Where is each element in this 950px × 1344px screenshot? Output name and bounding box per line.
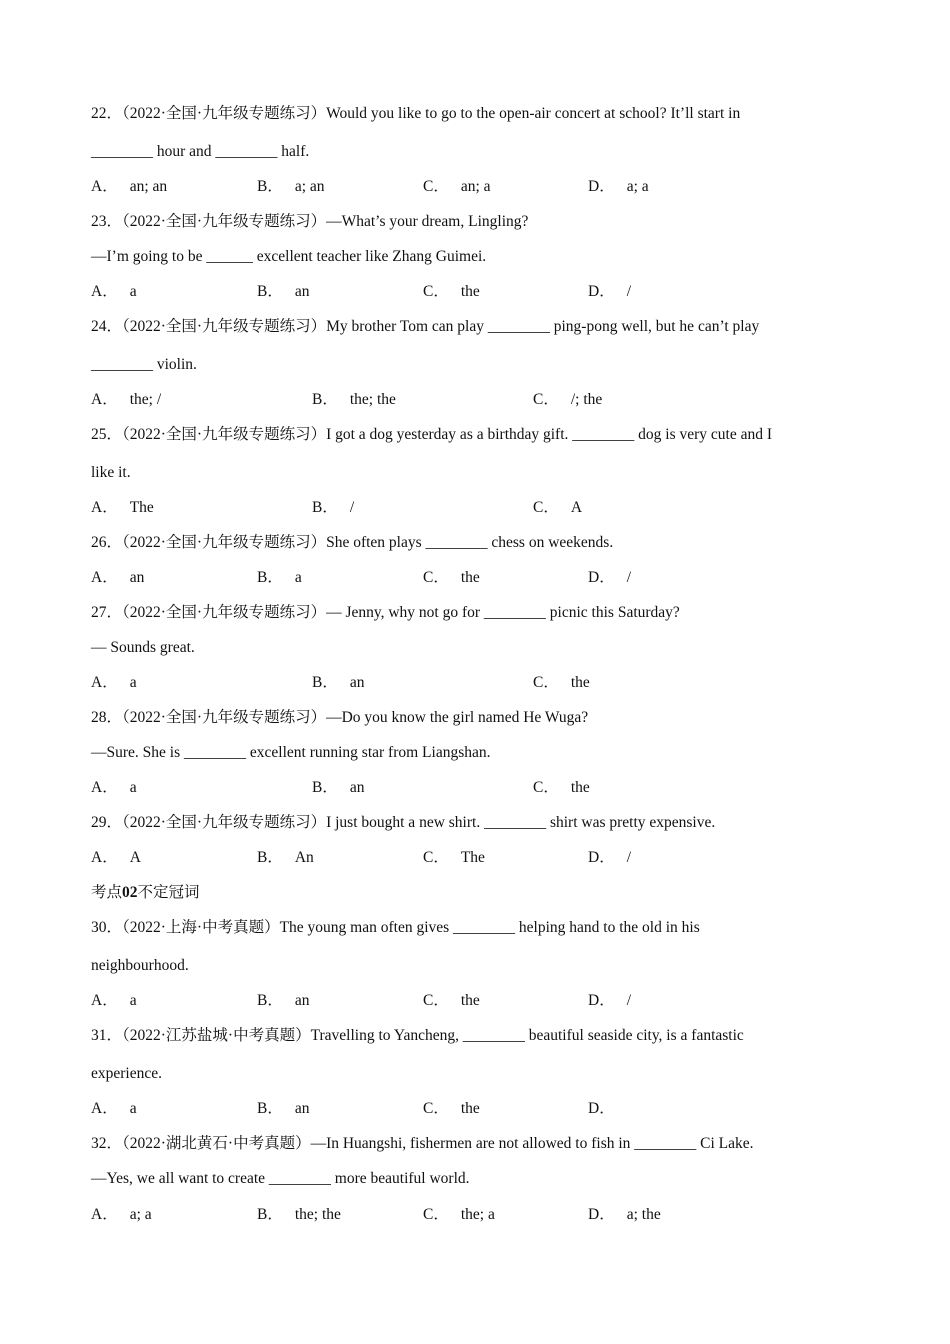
option-c: C． /; the bbox=[533, 391, 603, 408]
option-a: A． The bbox=[91, 499, 154, 516]
option-a: A． A bbox=[91, 849, 141, 866]
question-29-options bbox=[91, 848, 851, 868]
option-a: A． a bbox=[91, 779, 137, 796]
question-30-options bbox=[91, 991, 851, 1011]
question-29-line-1: 29．（2022·全国·九年级专题练习）I just bought a new shirt. ________ shirt was pretty expensive. bbox=[91, 814, 716, 831]
question-25-options bbox=[91, 498, 851, 518]
question-32-line-2: —Yes, we all want to create ________ more beautiful world. bbox=[91, 1170, 470, 1187]
question-23-line-2: —I’m going to be ______ excellent teacher like Zhang Guimei. bbox=[91, 248, 487, 265]
question-24-line-1: 24．（2022·全国·九年级专题练习）My brother Tom can play ________ ping-pong well, but he can’t play bbox=[91, 318, 760, 335]
option-b: B． An bbox=[257, 849, 314, 866]
option-b: B． an bbox=[312, 674, 365, 691]
option-b: B． / bbox=[312, 499, 355, 516]
option-c: C． The bbox=[423, 849, 485, 866]
option-a: A． a; a bbox=[91, 1206, 152, 1223]
option-a: A． a bbox=[91, 283, 137, 300]
question-27-options bbox=[91, 673, 851, 693]
question-31-line-2: experience. bbox=[91, 1065, 162, 1082]
question-24-line-2: ________ violin. bbox=[91, 356, 197, 373]
question-31-line-1: 31．（2022·江苏盐城·中考真题）Travelling to Yancheng, ________ beautiful seaside city, is a fantastic bbox=[91, 1027, 744, 1044]
question-22-options bbox=[91, 177, 851, 197]
question-22-line-2: ________ hour and ________ half. bbox=[91, 143, 310, 160]
option-b: B． the; the bbox=[257, 1206, 341, 1223]
question-31-options bbox=[91, 1099, 851, 1119]
option-a: A． a bbox=[91, 992, 137, 1009]
question-27-line-2: — Sounds great. bbox=[91, 639, 195, 656]
option-a: A． an; an bbox=[91, 178, 168, 195]
option-a: A． the; / bbox=[91, 391, 162, 408]
question-28-line-2: —Sure. She is ________ excellent running star from Liangshan. bbox=[91, 744, 491, 761]
option-b: B． an bbox=[257, 992, 310, 1009]
question-30-line-2: neighbourhood. bbox=[91, 957, 189, 974]
option-d: D． / bbox=[588, 849, 632, 866]
question-27-line-1: 27．（2022·全国·九年级专题练习）— Jenny, why not go for ________ picnic this Saturday? bbox=[91, 604, 680, 621]
question-26-line-1: 26．（2022·全国·九年级专题练习）She often plays ________ chess on weekends. bbox=[91, 534, 614, 551]
option-d: D． bbox=[588, 1100, 615, 1117]
option-a: A． a bbox=[91, 1100, 137, 1117]
question-26-options bbox=[91, 568, 851, 588]
option-b: B． a bbox=[257, 569, 302, 586]
option-d: D． / bbox=[588, 283, 632, 300]
question-25-line-1: 25．（2022·全国·九年级专题练习）I got a dog yesterday as a birthday gift. ________ dog is very cute and I bbox=[91, 426, 773, 443]
option-b: B． a; an bbox=[257, 178, 325, 195]
option-b: B． an bbox=[257, 283, 310, 300]
question-30-line-1: 30．（2022·上海·中考真题）The young man often gives ________ helping hand to the old in his bbox=[91, 919, 700, 936]
option-d: D． a; a bbox=[588, 178, 649, 195]
question-23-options bbox=[91, 282, 851, 302]
option-d: D． a; the bbox=[588, 1206, 661, 1223]
option-b: B． the; the bbox=[312, 391, 396, 408]
option-b: B． an bbox=[312, 779, 365, 796]
question-28-line-1: 28．（2022·全国·九年级专题练习）—Do you know the girl named He Wuga? bbox=[91, 709, 589, 726]
option-c: C． the bbox=[533, 779, 590, 796]
option-c: C． the bbox=[423, 283, 480, 300]
option-c: C． the bbox=[423, 992, 480, 1009]
option-c: C． A bbox=[533, 499, 583, 516]
question-22-line-1: 22．（2022·全国·九年级专题练习）Would you like to go to the open-air concert at school? It’ll start in bbox=[91, 105, 741, 122]
option-a: A． a bbox=[91, 674, 137, 691]
option-d: D． / bbox=[588, 569, 632, 586]
option-c: C． the bbox=[423, 569, 480, 586]
question-32-line-1: 32．（2022·湖北黄石·中考真题）—In Huangshi, fishermen are not allowed to fish in ________ Ci Lake. bbox=[91, 1135, 754, 1152]
question-25-line-2: like it. bbox=[91, 464, 131, 481]
option-d: D． / bbox=[588, 992, 632, 1009]
option-b: B． an bbox=[257, 1100, 310, 1117]
question-24-options bbox=[91, 390, 851, 410]
question-28-options bbox=[91, 778, 851, 798]
question-32-options bbox=[91, 1205, 851, 1225]
option-c: C． the bbox=[533, 674, 590, 691]
question-23-line-1: 23．（2022·全国·九年级专题练习）—What’s your dream, Lingling? bbox=[91, 213, 529, 230]
option-c: C． the; a bbox=[423, 1206, 495, 1223]
option-c: C． an; a bbox=[423, 178, 491, 195]
section-heading: 考点02不定冠词 bbox=[91, 884, 200, 901]
option-a: A． an bbox=[91, 569, 145, 586]
option-c: C． the bbox=[423, 1100, 480, 1117]
